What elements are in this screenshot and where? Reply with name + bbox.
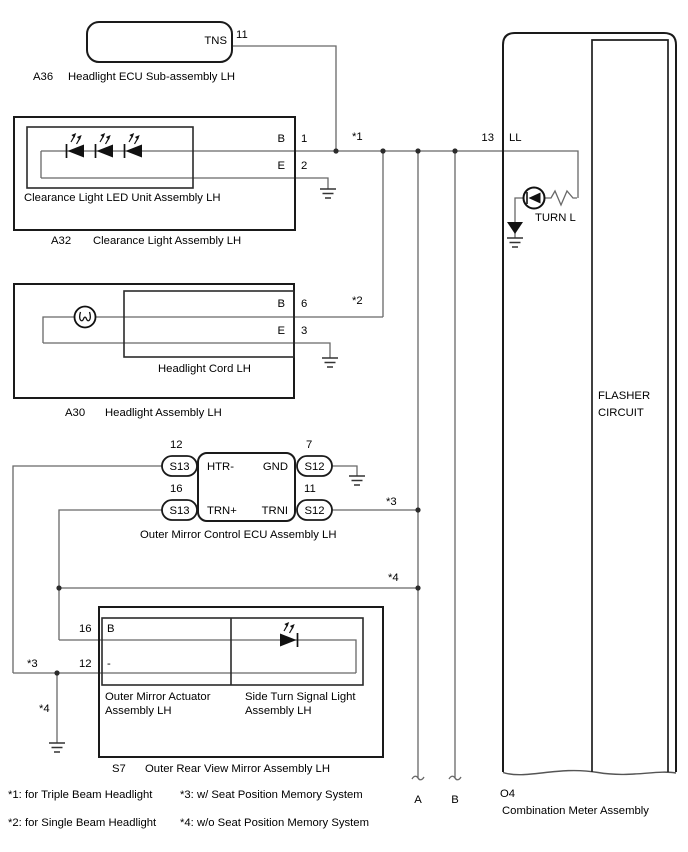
a36-code: A36: [33, 71, 54, 83]
ecu-pin-htr-label: HTR-: [207, 461, 234, 473]
a30-pin-b: B: [277, 298, 285, 310]
junction-dot: [415, 507, 420, 512]
flasher-circuit-box: [592, 40, 668, 772]
flasher-circuit-line1: FLASHER: [598, 390, 651, 402]
junction-dot: [380, 148, 385, 153]
a30-code: A30: [65, 407, 86, 419]
ground-icon: [349, 476, 365, 485]
ecu-conn-s13-bottom-label: S13: [169, 505, 190, 517]
a32-unit-name: Clearance Light LED Unit Assembly LH: [24, 192, 221, 204]
ecu-pin-gnd-label: GND: [262, 461, 288, 473]
led-icon: [125, 133, 143, 158]
meter-pin-number: 13: [481, 132, 494, 144]
meter-box: [503, 33, 676, 772]
a30-pin-e: E: [277, 325, 285, 337]
ecu-htr-wire: [13, 466, 162, 673]
a32-pin-b-number: 1: [301, 133, 308, 145]
led-icon: [280, 622, 298, 647]
ecu-conn-s12-top-label: S12: [304, 461, 325, 473]
ecu-pin-trni-number: 11: [304, 483, 316, 495]
a32-code: A32: [51, 235, 72, 247]
footnote-4: *4: w/o Seat Position Memory System: [180, 817, 369, 829]
junction-dot: [452, 148, 457, 153]
connector-a-label: A: [414, 794, 422, 806]
ecu-pin-trn-label: TRN+: [207, 505, 237, 517]
ref-star4-left: *4: [39, 703, 50, 715]
ecu-conn-s12-bottom-label: S12: [304, 505, 325, 517]
a32-name: Clearance Light Assembly LH: [93, 235, 242, 247]
footnote-2: *2: for Single Beam Headlight: [8, 817, 157, 829]
a36-pin-label: TNS: [204, 35, 227, 47]
ref-star3-left: *3: [27, 658, 38, 670]
meter-torn-edge: [503, 771, 676, 775]
junction-dot: [415, 148, 420, 153]
footnote-1: *1: for Triple Beam Headlight: [8, 789, 153, 801]
component-a36: [33, 22, 248, 83]
s7-actuator-name-line2: Assembly LH: [105, 705, 172, 717]
led-icon: [96, 133, 114, 158]
s7-name: Outer Rear View Mirror Assembly LH: [145, 763, 330, 775]
bulb-icon: [75, 307, 96, 328]
s7-outer-box: [99, 607, 383, 757]
component-mirror-ecu: [140, 439, 365, 541]
junction-dot: [415, 585, 420, 590]
connector-b-label: B: [451, 794, 459, 806]
turn-indicator-label: TURN L: [535, 212, 576, 224]
component-s7: [49, 607, 383, 775]
a30-pin-b-number: 6: [301, 298, 308, 310]
s7-code: S7: [112, 763, 126, 775]
a30-outer-box: [14, 284, 294, 398]
ref-star4-right: *4: [388, 572, 399, 584]
ecu-pin-gnd-number: 7: [306, 439, 313, 451]
a36-pin-number: 11: [236, 29, 248, 41]
led-icon: [67, 133, 85, 158]
ecu-gnd-wire: [332, 466, 357, 476]
ref-star2: *2: [352, 295, 363, 307]
ref-star1: *1: [352, 131, 363, 143]
ecu-conn-s13-top-label: S13: [169, 461, 190, 473]
ref-star3-right: *3: [386, 496, 397, 508]
ecu-pin-trn-number: 16: [170, 483, 183, 495]
bottom-connectors: [412, 776, 461, 806]
s7-pin-b-number: 16: [79, 623, 92, 635]
flasher-circuit-line2: CIRCUIT: [598, 407, 644, 419]
ecu-name: Outer Mirror Control ECU Assembly LH: [140, 529, 337, 541]
junction-dot: [56, 585, 61, 590]
junction-dot: [54, 670, 59, 675]
ecu-pin-trni-label: TRNI: [261, 505, 288, 517]
ground-icon: [49, 743, 65, 752]
meter-pin-label: LL: [509, 132, 522, 144]
junction-dot: [333, 148, 338, 153]
a36-name: Headlight ECU Sub-assembly LH: [68, 71, 236, 83]
a30-cord-name: Headlight Cord LH: [158, 363, 251, 375]
component-a32: [14, 117, 336, 247]
s7-b-row-wire: [59, 640, 356, 673]
ecu-pin-htr-number: 12: [170, 439, 183, 451]
ground-icon: [320, 189, 336, 198]
ground-icon: [507, 238, 523, 247]
ground-icon: [322, 358, 338, 367]
a30-cord-box: [124, 291, 294, 357]
diode-icon: [507, 222, 523, 234]
a32-pin-e-number: 2: [301, 160, 308, 172]
meter-name: Combination Meter Assembly: [502, 805, 649, 817]
s7-pin-minus: -: [107, 658, 111, 670]
a32-pin-b: B: [277, 133, 285, 145]
s7-side-turn-name-line2: Assembly LH: [245, 705, 312, 717]
s7-pin-b: B: [107, 623, 115, 635]
s7-inner-box: [102, 618, 363, 685]
a30-name: Headlight Assembly LH: [105, 407, 222, 419]
a32-pin-e: E: [277, 160, 285, 172]
footnotes: [8, 789, 369, 829]
meter-code: O4: [500, 788, 516, 800]
component-a30: [14, 284, 338, 419]
a32-outer-box: [14, 117, 295, 230]
s7-pin-minus-number: 12: [79, 658, 92, 670]
footnote-3: *3: w/ Seat Position Memory System: [180, 789, 363, 801]
s7-side-turn-name-line1: Side Turn Signal Light: [245, 691, 356, 703]
s7-actuator-name-line1: Outer Mirror Actuator: [105, 691, 211, 703]
a30-pin-e-number: 3: [301, 325, 308, 337]
